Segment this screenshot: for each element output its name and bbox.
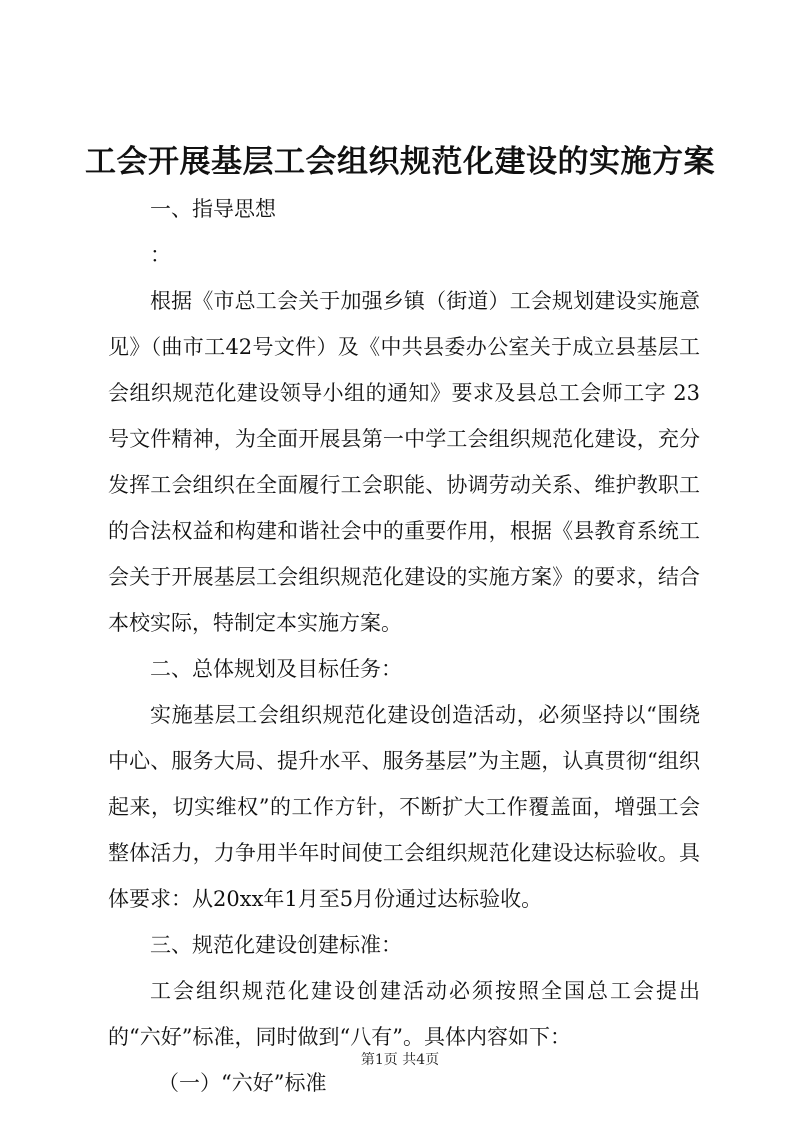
colon-line: ： bbox=[150, 243, 171, 267]
paragraph-overall-plan: 实施基层工会组织规范化建设创造活动，必须坚持以“围绕中心、服务大局、提升水平、服务基层”为主题，认真贯彻“组织起来，切实维权”的工作方针，不断扩大工作覆盖面，增强工会整体活力，力争用半年时间使工会组织规范化建设达标验收。具体要求：从20xx年1月至5月份通过达标验收。 bbox=[108, 703, 700, 911]
page-footer: 第1页 共4页 bbox=[360, 1052, 440, 1068]
document-body bbox=[108, 186, 700, 1106]
section-heading-guiding-ideology: 一、指导思想 bbox=[150, 197, 276, 221]
sub-heading-six-good: （一）“六好”标准 bbox=[158, 1071, 327, 1095]
paragraph-standards: 工会组织规范化建设创建活动必须按照全国总工会提出的“六好”标准，同时做到“八有”。具体内容如下： bbox=[108, 979, 700, 1049]
document-title: 工会开展基层工会组织规范化建设的实施方案 bbox=[85, 144, 715, 180]
paragraph-basis: 根据《市总工会关于加强乡镇（街道）工会规划建设实施意见》（曲市工42号文件）及《中共县委办公室关于成立县基层工会组织规范化建设领导小组的通知》要求及县总工会师工字 23号文件精神，为全面开展县第一中学工会组织规范化建设，充分发挥工会组织在全面履行工会职能、协调劳动关系、维护教职工的合法权益和构建和谐社会中的重要作用，根据《县教育系统工会关于开展基层工会组织规范化建设的实施方案》的要求，结合本校实际，特制定本实施方案。 bbox=[108, 289, 700, 635]
section-heading-overall-plan: 二、总体规划及目标任务： bbox=[150, 657, 402, 681]
section-heading-standards: 三、规范化建设创建标准： bbox=[150, 933, 402, 957]
